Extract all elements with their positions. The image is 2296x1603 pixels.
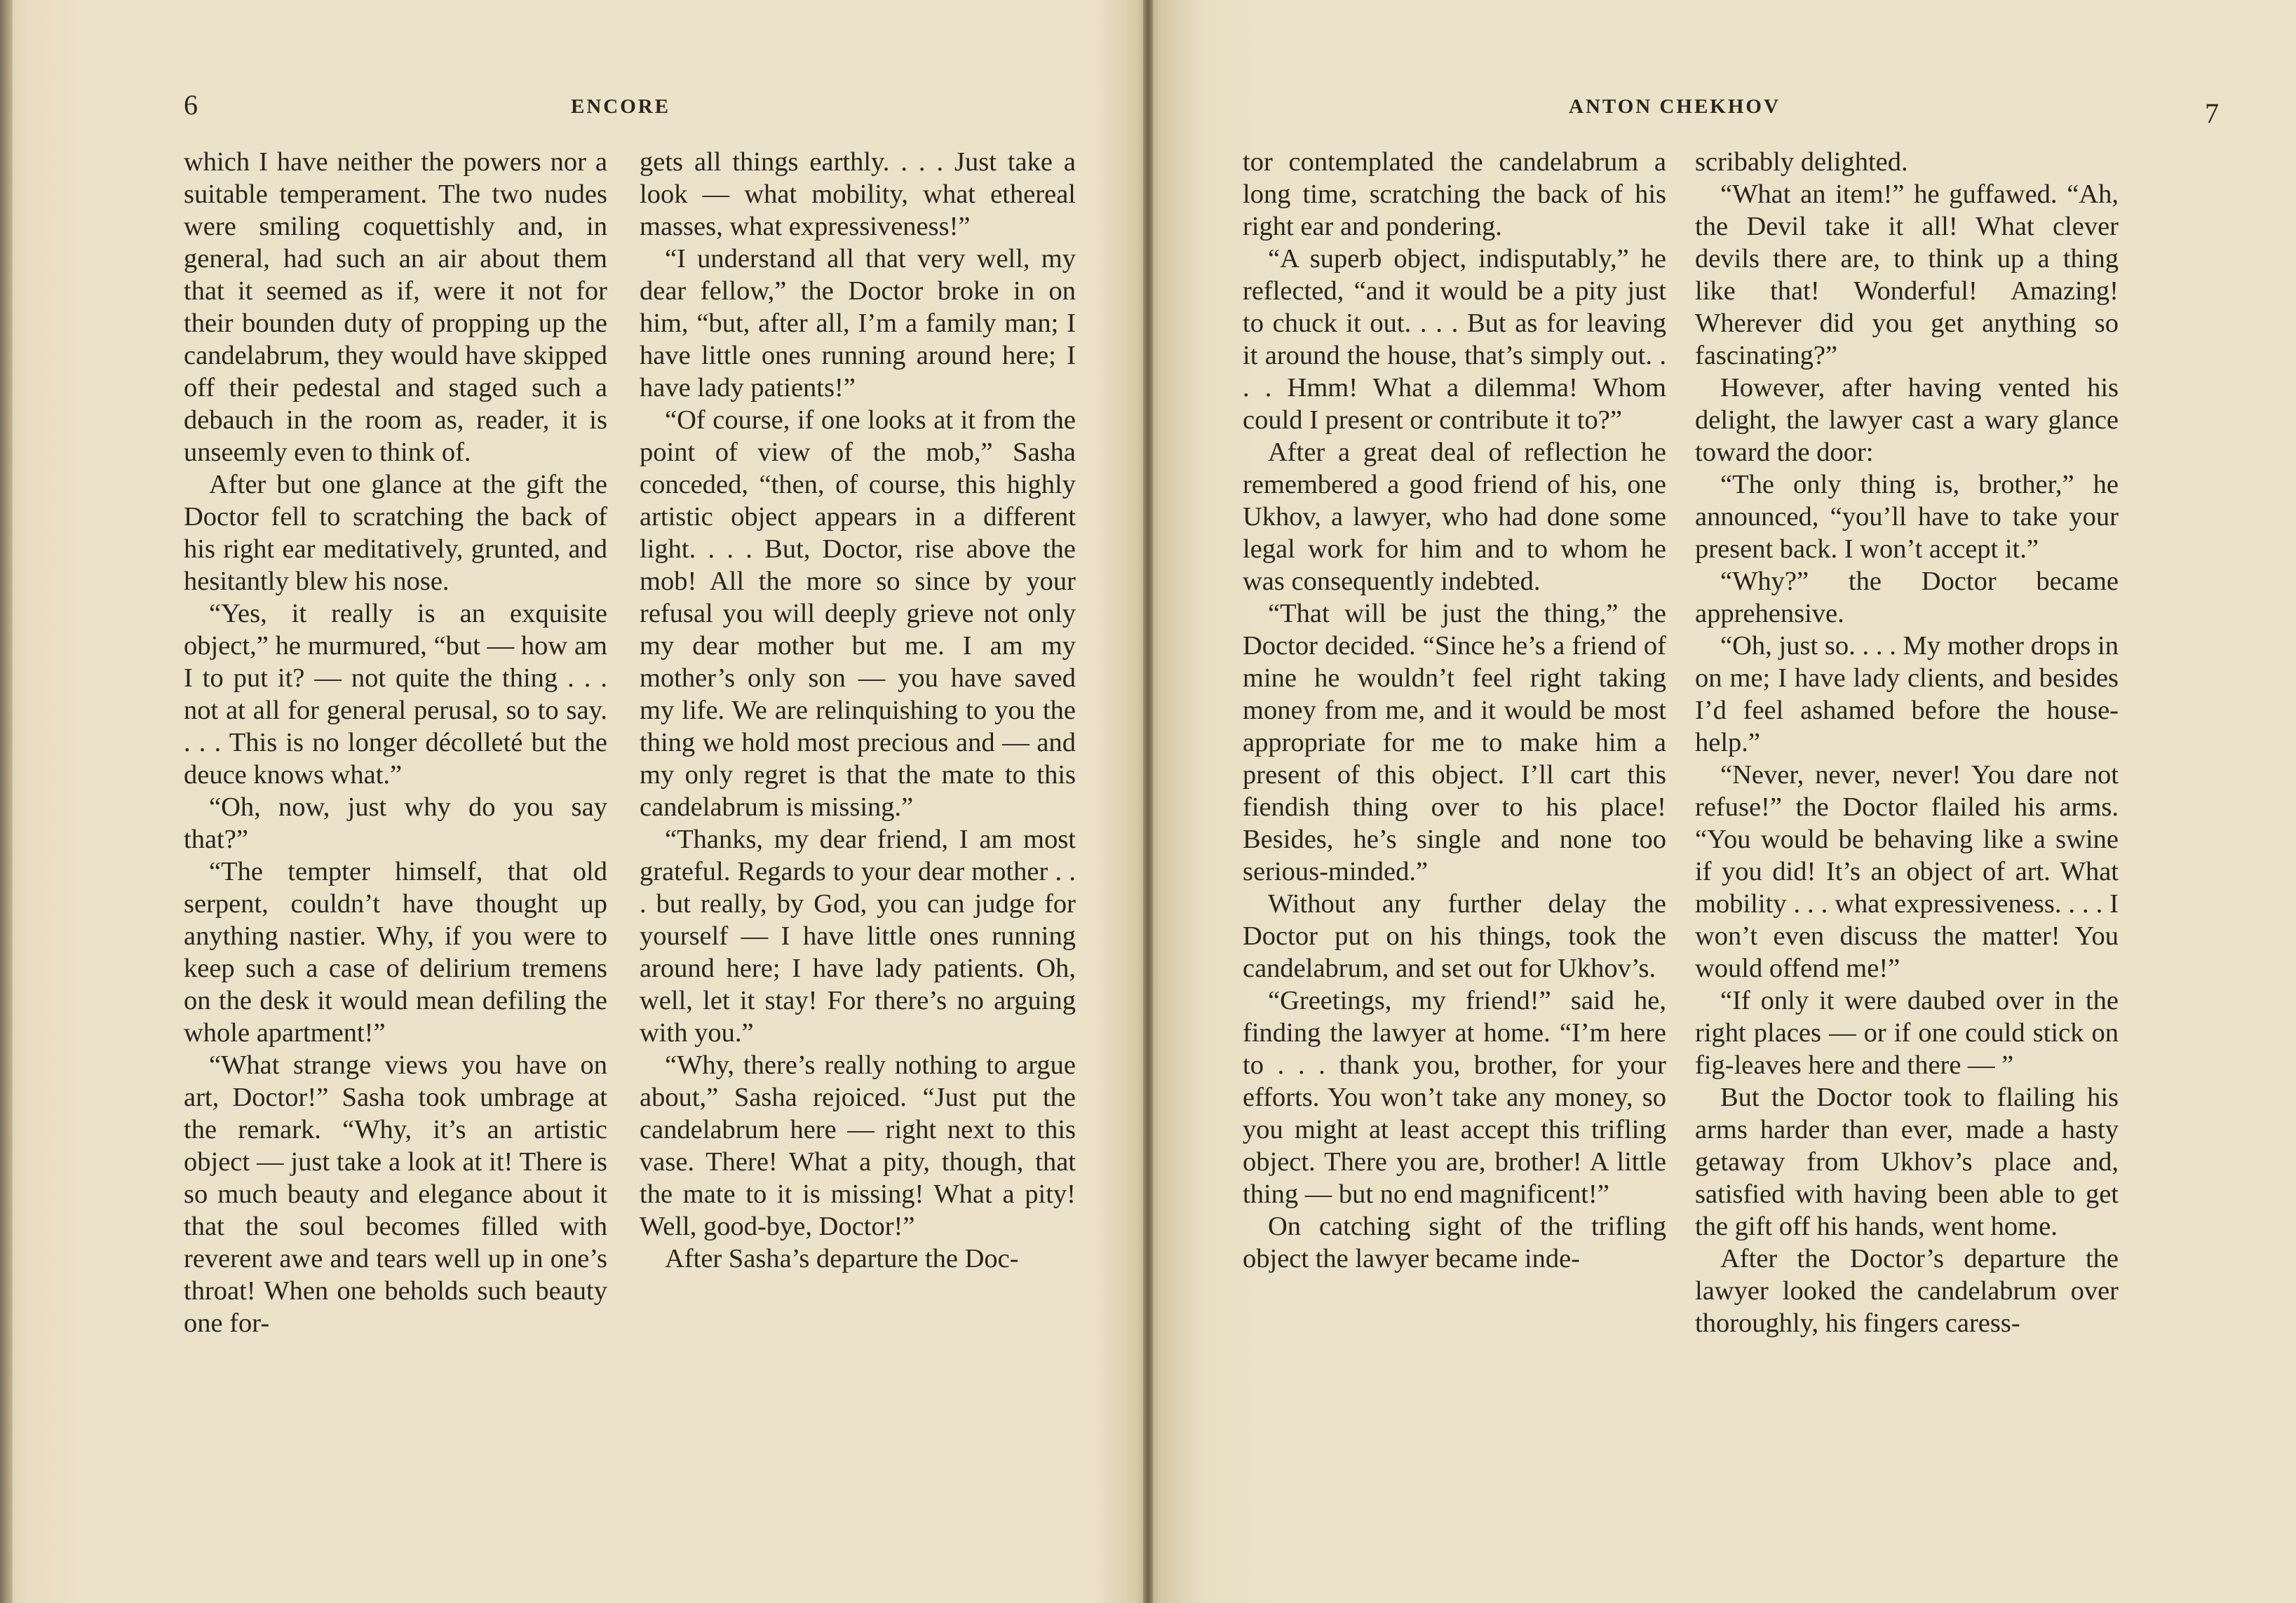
paragraph: After but one glance at the gift the Doctor fell to scratching the back of his right ear meditatively, grunted, and hesitantly blew his nose. [184,470,607,596]
paragraph: “Thanks, my dear friend, I am most grateful. Regards to your dear mother . . . but really, by God, you can judge for yourself — I have little ones running around here; I have lady patients. Oh, well, let it stay! For there’s no arguing with you.” [640,825,1076,1048]
page-number: 6 [184,89,198,121]
right-page [1148,0,2296,1603]
paragraph: After Sasha’s departure the Doc- [665,1244,1019,1273]
paragraph: After the Doctor’s departure the lawyer looked the candelabrum over thoroughly, his fingers caress- [1695,1244,2119,1338]
paragraph: “That will be just the thing,” the Doctor decided. “Since he’s a friend of mine he wouldn’t feel right taking money from me, and it would be most appropriate for me to make him a present of this object. I’ll cart this fiendish thing over to his place! Besides, he’s single and none too serious-minded.” [1243,599,1666,886]
paragraph: tor contemplated the candelabrum a long time, scratching the back of his right ear and pondering. [1243,147,1666,241]
text-column-1 [1243,146,1666,1275]
book-gutter [1143,0,1153,1603]
paragraph: On catching sight of the trifling object the lawyer became inde- [1243,1212,1666,1273]
text-column-2 [640,146,1076,1275]
paragraph: “Yes, it really is an exquisite object,” he murmured, “but — how am I to put it? — not quite the thing . . . not at all for general perusal, so to say. . . . This is no longer décolleté but the deuce knows what.” [184,599,607,790]
paragraph: “Never, never, never! You dare not refuse!” the Doctor flailed his arms. “You would be behaving like a swine if you did! It’s an object of art. What mobility . . . what expressiveness. . . . I won’t even discuss the matter! You would offend me!” [1695,760,2119,983]
paragraph: “Why, there’s really nothing to argue about,” Sasha rejoiced. “Just put the candelabrum here — right next to this vase. There! What a pity, though, that the mate to it is missing! What a pity! Well, good-bye, Doctor!” [640,1050,1076,1241]
paragraph: “Oh, now, just why do you say that?” [184,792,607,854]
paragraph: which I have neither the powers nor a suitable temperament. The two nudes were smiling coquettishly and, in general, had such an air about them that it seemed as if, were it not for their bounden duty of propping up the candelabrum, they would have skipped off their pedestal and staged such a debauch in the room as, reader, it is unseemly even to think of. [184,147,607,467]
paragraph: Without any further delay the Doctor put on his things, took the candelabrum, and set out for Ukhov’s. [1243,889,1666,983]
paragraph: “I understand all that very well, my dear fellow,” the Doctor broke in on him, “but, after all, I’m a family man; I have little ones running around here; I have lady patients!” [640,244,1076,403]
text-column-1 [184,146,607,1339]
paragraph: “Oh, just so. . . . My mother drops in on me; I have lady clients, and besides I’d feel ashamed before the house-help.” [1695,631,2119,757]
paragraph: “Greetings, my friend!” said he, finding the lawyer at home. “I’m here to . . . thank you, brother, for your efforts. You won’t take any money, so you might at least accept this trifling object. There you are, brother! A little thing — but no end magnificent!” [1243,986,1666,1209]
page-number: 7 [2205,97,2219,129]
paragraph: After a great deal of reflection he remembered a good friend of his, one Ukhov, a lawyer, who had done some legal work for him and to whom he was consequently indebted. [1243,438,1666,596]
running-head: ENCORE [571,95,671,118]
paragraph: “Why?” the Doctor became apprehensive. [1695,567,2119,628]
paragraph: “What an item!” he guffawed. “Ah, the Devil take it all! What clever devils there are, to think up a thing like that! Wonderful! Amazing! Wherever did you get anything so fascinating?” [1695,180,2119,370]
paragraph: “The only thing is, brother,” he announced, “you’ll have to take your present back. I won’t accept it.” [1695,470,2119,564]
paragraph: “Of course, if one looks at it from the point of view of the mob,” Sasha conceded, “then, of course, this highly artistic object appears in a different light. . . . But, Doctor, rise above the mob! All the more so since by your refusal you will deeply grieve not only my dear mother but me. I am my mother’s only son — you have saved my life. We are relinquishing to you the thing we hold most precious and — and my only regret is that the mate to this candelabrum is missing.” [640,405,1076,822]
paragraph: “The tempter himself, that old serpent, couldn’t have thought up anything nastier. Why, if you were to keep such a case of delirium tremens on the desk it would mean defiling the whole apartment!” [184,857,607,1048]
paragraph: gets all things earthly. . . . Just take a look — what mobility, what ethereal masses, what expressiveness!” [640,147,1076,241]
running-head: ANTON CHEKHOV [1569,95,1781,118]
paragraph: “What strange views you have on art, Doctor!” Sasha took umbrage at the remark. “Why, it’s an artistic object — just take a look at it! There is so much beauty and elegance about it that the soul becomes filled with reverent awe and tears well up in one’s throat! When one beholds such beauty one for- [184,1050,607,1338]
paragraph: scribably delighted. [1695,147,1908,177]
text-column-2 [1695,146,2119,1339]
paragraph: But the Doctor took to flailing his arms harder than ever, made a hasty getaway from Ukhov’s place and, satisfied with having been able to get the gift off his hands, went home. [1695,1083,2119,1241]
page-edge [0,0,13,1603]
paragraph: However, after having vented his delight, the lawyer cast a wary glance toward the door: [1695,373,2119,467]
paragraph: “If only it were daubed over in the right places — or if one could stick on fig-leaves here and there — ” [1695,986,2119,1080]
paragraph: “A superb object, indisputably,” he reflected, “and it would be a pity just to chuck it out. . . . But as for leaving it around the house, that’s simply out. . . . Hmm! What a dilemma! Whom could I present or contribute it to?” [1243,244,1666,435]
